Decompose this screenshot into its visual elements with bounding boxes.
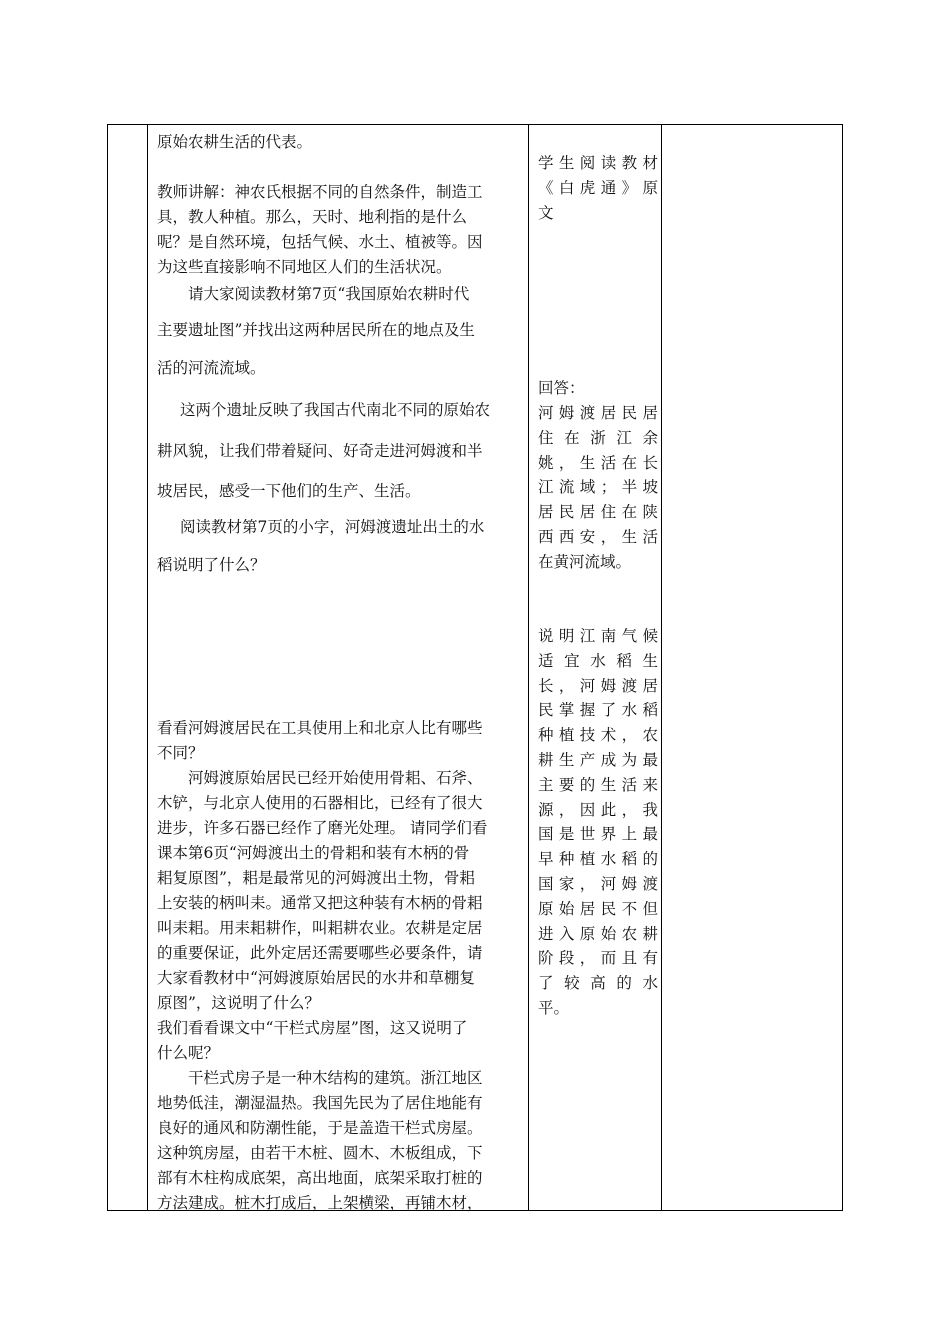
content-line: 这两个遗址反映了我国古代南北不同的原始农 xyxy=(180,401,491,419)
content-line: 课本第6页“河姆渡出土的骨耜和装有木柄的骨 xyxy=(157,844,470,862)
column-divider-1 xyxy=(147,125,148,1210)
activity-block xyxy=(538,624,658,1021)
activity-line: 住在浙江余 xyxy=(538,428,658,447)
activity-line: 源，因此，我 xyxy=(538,800,658,819)
column-divider-2 xyxy=(528,125,529,1210)
activity-line: 了较高的水 xyxy=(538,974,658,993)
content-line: 大家看教材中“河姆渡原始居民的水井和草棚复 xyxy=(157,969,475,987)
content-line: 教师讲解：神农氏根据不同的自然条件，制造工 xyxy=(157,183,483,201)
content-line: 活的河流流域。 xyxy=(157,359,266,377)
content-line: 稻说明了什么？ xyxy=(157,556,266,574)
content-line: 耕风貌，让我们带着疑问、好奇走进河姆渡和半 xyxy=(157,442,483,460)
content-line: 这种筑房屋，由若干木桩、圆木、木板组成，下 xyxy=(157,1144,483,1162)
content-line: 的重要保证，此外定居还需要哪些必要条件，请 xyxy=(157,944,483,962)
content-line: 看看河姆渡居民在工具使用上和北京人比有哪些 xyxy=(157,719,483,737)
activity-line: 早种植水稻的 xyxy=(538,850,658,869)
activity-line: 国是世界上最 xyxy=(538,825,658,844)
content-line: 什么呢？ xyxy=(157,1044,220,1062)
content-line: 部有木柱构成底架，高出地面，底架采取打桩的 xyxy=(157,1169,483,1187)
content-line: 河姆渡原始居民已经开始使用骨耜、石斧、 xyxy=(188,769,483,787)
activity-line: 河姆渡居民居 xyxy=(538,404,658,422)
activity-block xyxy=(538,401,658,575)
content-line: 原图”，这说明了什么？ xyxy=(157,994,320,1012)
activity-line: 回答： xyxy=(538,379,585,397)
activity-line: 耕生产成为最 xyxy=(538,750,658,769)
content-line: 地势低洼，潮湿温热。我国先民为了居住地能有 xyxy=(157,1094,483,1112)
activity-line: 学生阅读教材 xyxy=(538,154,658,172)
activity-line: 文 xyxy=(538,203,554,222)
activity-line: 原始居民不但 xyxy=(538,899,658,918)
content-line: 进步，许多石器已经作了磨光处理。 请同学们看 xyxy=(157,819,488,837)
activity-line: 民掌握了水稻 xyxy=(538,701,658,720)
activity-line: 适宜水稻生 xyxy=(538,651,658,670)
activity-block xyxy=(538,151,658,225)
content-line: 叫耒耜。用耒耜耕作，叫耜耕农业。农耕是定居 xyxy=(157,919,483,937)
content-line: 坡居民，感受一下他们的生产、生活。 xyxy=(157,482,421,500)
activity-line: 江流域；半坡 xyxy=(538,478,658,497)
activity-line: 种植技术，农 xyxy=(538,726,658,745)
activity-line: 平。 xyxy=(538,998,570,1017)
activity-line: 长，河姆渡居 xyxy=(538,676,658,695)
content-line: 不同？ xyxy=(157,744,204,762)
activity-line: 国家，河姆渡 xyxy=(538,874,658,893)
content-line: 良好的通风和防潮性能，于是盖造干栏式房屋。 xyxy=(157,1119,483,1137)
content-line: 木铲，与北京人使用的石器相比，已经有了很大 xyxy=(157,794,483,812)
content-line: 干栏式房子是一种木结构的建筑。浙江地区 xyxy=(188,1069,483,1087)
activity-block xyxy=(538,376,658,401)
content-line: 原始农耕生活的代表。 xyxy=(157,133,313,151)
content-line: 请大家阅读教材第7页“我国原始农耕时代 xyxy=(188,285,470,303)
activity-line: 居民居住在陕 xyxy=(538,503,658,522)
activity-line: 在黄河流域。 xyxy=(538,552,632,571)
activity-line: 姚，生活在长 xyxy=(538,453,658,472)
activity-line: 说明江南气候 xyxy=(538,627,658,645)
content-line: 上安装的柄叫耒。通常又把这种装有木柄的骨耜 xyxy=(157,894,483,912)
activity-line: 进入原始农耕 xyxy=(538,924,658,943)
activity-line: 《白虎通》原 xyxy=(538,178,658,197)
content-line: 具，教人种植。那么，天时、地利指的是什么 xyxy=(157,208,468,226)
content-line: 我们看看课文中“干栏式房屋”图，这又说明了 xyxy=(157,1019,468,1037)
activity-line: 阶段，而且有 xyxy=(538,949,658,968)
content-line: 方法建成。桩木打成后，上架横梁，再铺木材， xyxy=(157,1194,483,1212)
content-line: 耜复原图”，耜是最常见的河姆渡出土物，骨耜 xyxy=(157,869,475,887)
content-line: 呢？是自然环境，包括气候、水土、植被等。因 xyxy=(157,233,483,251)
activity-line: 主要的生活来 xyxy=(538,775,658,794)
activity-line: 西西安，生活 xyxy=(538,527,658,546)
content-line: 为这些直接影响不同地区人们的生活状况。 xyxy=(157,258,452,276)
content-line: 阅读教材第7页的小字，河姆渡遗址出土的水 xyxy=(180,518,485,536)
content-line: 主要遗址图”并找出这两种居民所在的地点及生 xyxy=(157,321,475,339)
column-divider-3 xyxy=(661,125,662,1210)
